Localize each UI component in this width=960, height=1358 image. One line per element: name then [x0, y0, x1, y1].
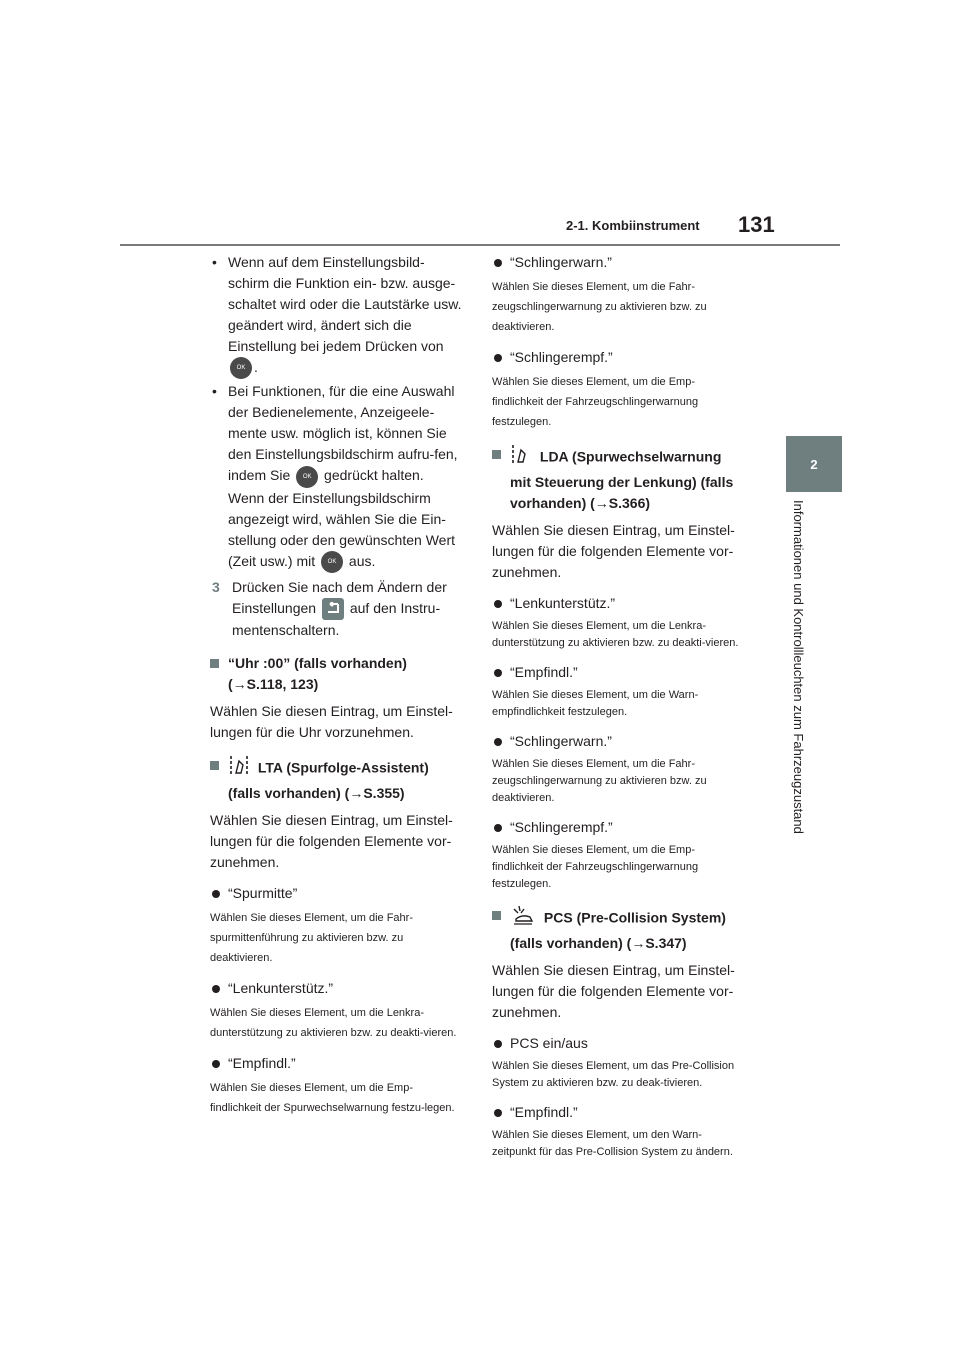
- item-description: Wählen Sie dieses Element, um das Pre-Collision System zu aktivieren bzw. zu deak-tivieren.: [492, 1060, 735, 1089]
- item-title: “Schlingerempf.”: [510, 349, 613, 365]
- item-bullet: [494, 824, 502, 832]
- note-2-text-a: Bei Funktionen, für die eine Auswahl der Bedienelemente, Anzeigeele-mente usw. möglich ist, können Sie den Einstellungsbildschirm aufru-fen, indem Sie: [228, 383, 458, 484]
- step-number: 3: [212, 578, 220, 595]
- item-description: Wählen Sie dieses Element, um die Fahr-spurmittenführung zu aktivieren bzw. zu deaktivieren.: [210, 912, 413, 965]
- list-item: [492, 347, 744, 368]
- list-item: [492, 817, 744, 838]
- item-title: “Schlingerwarn.”: [510, 254, 612, 270]
- lda-heading: [492, 444, 744, 514]
- item-description: Wählen Sie dieses Element, um die Emp-findlichkeit der Spurwechselwarnung festzu-legen.: [210, 1082, 455, 1115]
- lane-trace-icon: [228, 755, 250, 783]
- note-2-text-c: aus.: [348, 552, 376, 569]
- lane-departure-icon: [510, 444, 532, 472]
- clock-heading: [210, 653, 462, 695]
- item-title: “Lenkunterstütz.”: [228, 980, 334, 997]
- item-description: Wählen Sie dieses Element, um den Warn-zeitpunkt für das Pre-Collision System zu ändern.: [492, 1129, 733, 1158]
- list-item: [492, 731, 744, 752]
- list-item: [210, 978, 462, 999]
- note-1-text: Wenn auf dem Einstellungsbild-schirm die Funktion ein- bzw. ausge-schaltet wird oder die Lautstärke usw. geändert wird, ändert sich die Einstellung bei jedem Drücken von: [228, 254, 462, 354]
- pre-collision-icon: [510, 905, 536, 933]
- pcs-paragraph: Wählen Sie diesen Eintrag, um Einstel-lungen für die folgenden Elemente vor-zunehmen.: [492, 962, 735, 1020]
- note-2-text-b: gedrückt halten. Wenn der Einstellungsbildschirm angezeigt wird, wählen Sie die Ein-stellung oder den gewünschten Wert (Zeit usw.) mit: [228, 467, 455, 569]
- pcs-heading-text: PCS (Pre-Collision System) (falls vorhanden) (→S.347): [510, 909, 726, 951]
- item-bullet: [494, 738, 502, 746]
- lda-heading-text: LDA (Spurwechselwarnung mit Steuerung der Lenkung) (falls vorhanden) (→S.366): [510, 448, 734, 511]
- note-bullet: •: [212, 254, 217, 270]
- clock-heading-text: “Uhr :00” (falls vorhanden) (→S.118, 123): [228, 655, 407, 693]
- ok-button-icon: OK: [230, 357, 252, 379]
- item-description: Wählen Sie dieses Element, um die Fahr-zeugschlingerwarnung zu aktivieren bzw. zu deaktivieren.: [492, 281, 707, 333]
- list-item: [210, 883, 462, 904]
- item-bullet: [212, 985, 220, 993]
- lta-heading-text: LTA (Spurfolge-Assistent) (falls vorhanden) (→S.355): [228, 759, 429, 802]
- item-bullet: [494, 600, 502, 608]
- note-1-end: .: [254, 359, 258, 375]
- list-item: [210, 1053, 462, 1074]
- chapter-side-label-wrapper: [786, 500, 810, 850]
- ok-button-icon: OK: [296, 466, 318, 488]
- list-item: [492, 1033, 744, 1054]
- chapter-side-label: Informationen und Kontrollleuchten zum Fahrzeugzustand: [791, 500, 806, 834]
- right-column: [492, 252, 744, 1165]
- item-bullet: [494, 669, 502, 677]
- section-title: 2-1. Kombiinstrument: [566, 218, 700, 233]
- item-description: Wählen Sie dieses Element, um die Fahr-zeugschlingerwarnung zu aktivieren bzw. zu deaktivieren.: [492, 758, 707, 804]
- left-column: [210, 252, 462, 1122]
- list-item: [492, 593, 744, 614]
- item-description: Wählen Sie dieses Element, um die Warn-empfindlichkeit festzulegen.: [492, 689, 699, 718]
- item-description: Wählen Sie dieses Element, um die Emp-findlichkeit der Fahrzeugschlingerwarnung festzulegen.: [492, 376, 699, 428]
- page-number: 131: [738, 212, 775, 237]
- item-bullet: [212, 890, 220, 898]
- item-title: “Schlingerwarn.”: [510, 733, 612, 749]
- note-bullet: •: [212, 383, 217, 400]
- item-description: Wählen Sie dieses Element, um die Emp-findlichkeit der Fahrzeugschlingerwarnung festzulegen.: [492, 844, 699, 890]
- header-divider: [120, 244, 840, 246]
- list-item: [492, 1102, 744, 1123]
- item-title: PCS ein/aus: [510, 1035, 588, 1051]
- heading-marker: [210, 761, 219, 770]
- heading-marker: [210, 659, 219, 668]
- item-description: Wählen Sie dieses Element, um die Lenkra-dunterstützung zu aktivieren bzw. zu deakti-vieren.: [492, 620, 739, 649]
- note-1: [210, 252, 462, 379]
- heading-marker: [492, 911, 501, 920]
- item-bullet: [494, 1040, 502, 1048]
- item-description: Wählen Sie dieses Element, um die Lenkra-dunterstützung zu aktivieren bzw. zu deakti-vieren.: [210, 1007, 457, 1040]
- item-title: “Spurmitte”: [228, 885, 298, 902]
- item-title: “Empfindl.”: [510, 1104, 578, 1120]
- lda-paragraph: Wählen Sie diesen Eintrag, um Einstel-lungen für die folgenden Elemente vor-zunehmen.: [492, 522, 735, 580]
- clock-paragraph: Wählen Sie diesen Eintrag, um Einstel-lungen für die Uhr vorzunehmen.: [210, 703, 453, 741]
- lta-paragraph: Wählen Sie diesen Eintrag, um Einstel-lungen für die folgenden Elemente vor-zunehmen.: [210, 812, 453, 871]
- item-bullet: [494, 354, 502, 362]
- step-text-a: Drücken Sie nach dem Ändern der Einstellungen: [232, 578, 447, 616]
- pcs-heading: [492, 905, 744, 954]
- heading-marker: [492, 450, 501, 459]
- item-title: “Empfindl.”: [228, 1055, 296, 1072]
- item-title: “Schlingerempf.”: [510, 819, 613, 835]
- step-text-b: auf den Instru-mentenschaltern.: [232, 599, 441, 639]
- item-bullet: [494, 1109, 502, 1117]
- list-item: [492, 662, 744, 683]
- lta-heading: [210, 755, 462, 804]
- ok-button-icon: OK: [321, 551, 343, 573]
- chapter-tab[interactable]: 2: [786, 436, 842, 492]
- step-3: [210, 577, 462, 641]
- item-title: “Lenkunterstütz.”: [510, 595, 616, 611]
- list-item: [492, 252, 744, 273]
- item-bullet: [494, 259, 502, 267]
- back-button-icon: [322, 598, 344, 620]
- note-2: [210, 381, 462, 573]
- item-bullet: [212, 1060, 220, 1068]
- item-title: “Empfindl.”: [510, 664, 578, 680]
